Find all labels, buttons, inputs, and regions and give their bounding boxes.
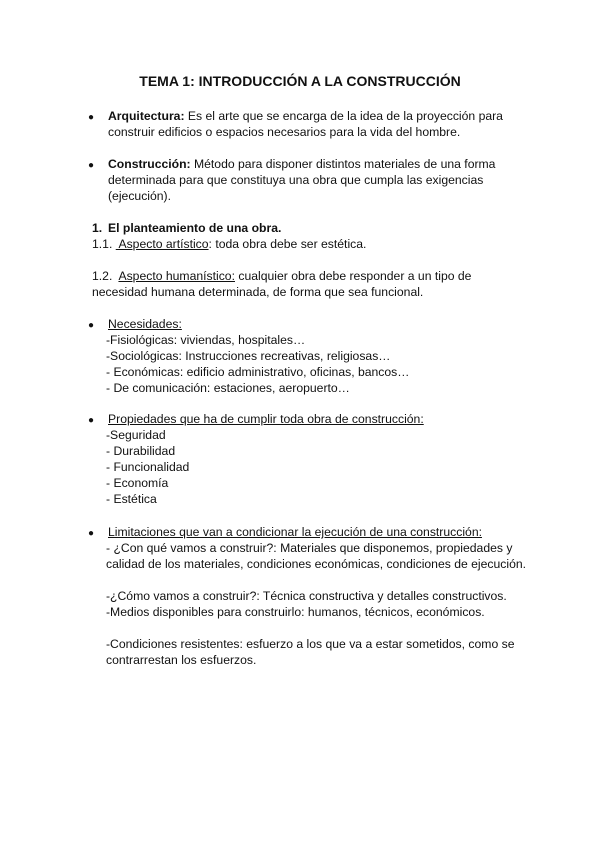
- list-item: - Durabilidad: [106, 444, 176, 458]
- list-item: - Económicas: edificio administrativo, oficinas, bancos…: [106, 365, 410, 379]
- propiedades-heading: Propiedades que ha de cumplir toda obra de construcción:: [108, 412, 424, 426]
- bullet-icon: ●: [88, 528, 95, 539]
- list-item: -Sociológicas: Instrucciones recreativas, religiosas…: [106, 349, 391, 363]
- list-item: - De comunicación: estaciones, aeropuerto…: [106, 381, 350, 395]
- list-item: -Fisiológicas: viviendas, hospitales…: [106, 333, 306, 347]
- subsection-text: : toda obra debe ser estética.: [208, 237, 367, 251]
- definition-arquitectura: [108, 108, 503, 124]
- subsection-1-2: [92, 268, 471, 284]
- bullet-icon: ●: [88, 112, 95, 123]
- paragraph-line: -Medios disponibles para construirlo: humanos, técnicos, económicos.: [106, 605, 485, 619]
- definition-construccion: [108, 156, 495, 172]
- definition-text-line: determinada para que constituya una obra que cumpla las exigencias: [108, 173, 484, 187]
- definition-text-line: (ejecución).: [108, 189, 171, 203]
- definition-term: Arquitectura:: [108, 109, 185, 123]
- definition-term: Construcción:: [108, 157, 191, 171]
- bullet-icon: ●: [88, 160, 95, 171]
- list-item: - Estética: [106, 492, 157, 506]
- limitaciones-heading: Limitaciones que van a condicionar la ejecución de una construcción:: [108, 525, 482, 539]
- subsection-number: 1.2.: [92, 269, 113, 283]
- definition-text: Es el arte que se encarga de la idea de la proyección para: [184, 109, 503, 123]
- section-heading: El planteamiento de una obra.: [108, 221, 282, 235]
- subsection-number: 1.1.: [92, 237, 113, 251]
- paragraph-line: contrarrestan los esfuerzos.: [106, 653, 257, 667]
- definition-text: Método para disponer distintos materiales de una forma: [190, 157, 496, 171]
- list-item: - Funcionalidad: [106, 460, 190, 474]
- paragraph-line: calidad de los materiales, condiciones económicas, condiciones de ejecución.: [106, 557, 527, 571]
- subsection-text-line: necesidad humana determinada, de forma que sea funcional.: [92, 285, 424, 299]
- definition-text-line: construir edificios o espacios necesarios para la vida del hombre.: [108, 125, 461, 139]
- section-number: 1.: [92, 221, 103, 235]
- bullet-icon: ●: [88, 415, 95, 426]
- list-item: -Seguridad: [106, 428, 166, 442]
- bullet-icon: ●: [88, 320, 95, 331]
- subsection-label: Aspecto artístico: [115, 237, 209, 251]
- necesidades-heading: Necesidades:: [108, 317, 182, 331]
- paragraph-line: - ¿Con qué vamos a construir?: Materiales que disponemos, propiedades y: [106, 541, 513, 555]
- paragraph-line: -¿Cómo vamos a construir?: Técnica constructiva y detalles constructivos.: [106, 589, 507, 603]
- paragraph-line: -Condiciones resistentes: esfuerzo a los que va a estar sometidos, como se: [106, 637, 515, 651]
- subsection-1-1: [92, 236, 366, 252]
- list-item: - Economía: [106, 476, 169, 490]
- subsection-text: cualquier obra debe responder a un tipo de: [234, 269, 472, 283]
- page-title: TEMA 1: INTRODUCCIÓN A LA CONSTRUCCIÓN: [139, 73, 461, 89]
- subsection-label: Aspecto humanístico:: [118, 269, 235, 283]
